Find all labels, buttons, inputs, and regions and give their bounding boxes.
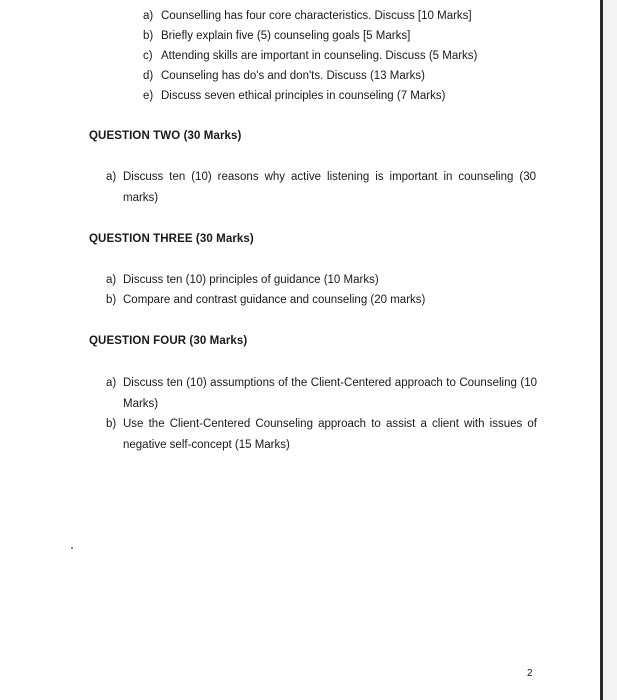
item-text: Briefly explain five (5) counseling goals [5 Marks] xyxy=(161,30,411,42)
item-label: b) xyxy=(143,30,154,42)
item-label: a) xyxy=(106,377,117,389)
item-text: Attending skills are important in counseling. Discuss (5 Marks) xyxy=(161,50,478,62)
item-label: a) xyxy=(143,10,154,22)
item-text: Counselling has four core characteristics. Discuss [10 Marks] xyxy=(161,10,472,22)
item-label: c) xyxy=(143,50,153,62)
q4-item-a-text: Discuss ten (10) assumptions of the Client-Centered approach to Counseling (10 Marks) xyxy=(123,377,537,410)
question-three-heading: QUESTION THREE (30 Marks) xyxy=(89,233,254,245)
item-text: Counseling has do's and don'ts. Discuss (13 Marks) xyxy=(161,70,425,82)
page-margin-shadow xyxy=(603,0,617,700)
q4-item-b-text: Use the Client-Centered Counseling approach to assist a client with issues of negative self-concept (15 Marks) xyxy=(123,418,537,451)
item-label: b) xyxy=(106,418,117,430)
item-label: d) xyxy=(143,70,154,82)
question-four-heading: QUESTION FOUR (30 Marks) xyxy=(89,335,248,347)
item-label: a) xyxy=(106,171,117,183)
item-label: e) xyxy=(143,90,154,102)
page-number: 2 xyxy=(527,668,533,679)
scan-speck xyxy=(71,547,73,549)
question-two-heading: QUESTION TWO (30 Marks) xyxy=(89,130,242,142)
item-label: a) xyxy=(106,274,117,286)
item-text: Discuss seven ethical principles in counseling (7 Marks) xyxy=(161,90,446,102)
item-text: Discuss ten (10) principles of guidance (10 Marks) xyxy=(123,274,379,286)
item-label: b) xyxy=(106,294,117,306)
item-text: Compare and contrast guidance and counseling (20 marks) xyxy=(123,294,426,306)
q2-item-a-text: Discuss ten (10) reasons why active listening is important in counseling (30 marks) xyxy=(123,171,536,204)
